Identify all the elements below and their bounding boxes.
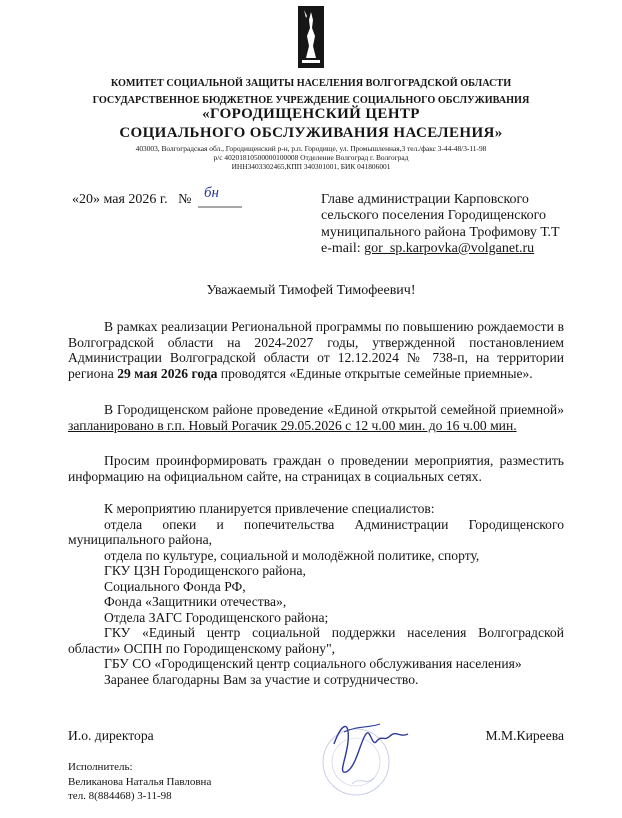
paragraph-program	[68, 319, 564, 381]
specialist-item: ГКУ ЦЗН Городищенского района,	[104, 563, 306, 578]
bank-details: р/с 40201810500000100008 Отделение Волгоград г. Волгоград	[213, 153, 409, 162]
recipient-line3: муниципального района Трофимову Т.Т	[321, 224, 560, 240]
specialists-section	[68, 501, 564, 687]
recipient-email-line	[321, 241, 560, 257]
letter-date: «20» мая 2026 г.	[72, 192, 168, 207]
specialists-intro: К мероприятию планируется привлечение специалистов:	[104, 501, 435, 516]
specialist-item: Фонда «Защитники отечества»,	[104, 594, 287, 609]
recipient-line2: сельского поселения Городищенского	[321, 208, 546, 224]
number-underline	[198, 205, 242, 209]
handwritten-signature	[316, 712, 426, 798]
specialist-item: Социального Фонда РФ,	[104, 578, 246, 594]
letter-number-handwritten: бн	[204, 185, 219, 201]
tax-ids: ИНН3403302465,КПП 340301001, БИК 041806001	[231, 162, 391, 171]
recipient-email-link[interactable]: gor_sp.karpovka@volganet.ru	[364, 240, 535, 256]
recipient-block	[321, 192, 560, 257]
institution-address: 403003, Волгоградская обл., Городищенский р-н, р.п. Городище, ул. Промышленная,3 тел./факс 3-44-48/3-11-98	[135, 144, 487, 153]
paragraph-request-text: Просим проинформировать граждан о проведении мероприятия, разместить информацию на официальном сайте, на страницах в социальных сетях.	[68, 453, 564, 484]
specialist-item: ГКУ «Единый центр социальной поддержки населения Волгоградской области» ОСПН по Городищенскому району",	[68, 625, 564, 656]
p2-text-a: В Городищенском районе проведение «Единой открытой семейной приемной»	[104, 402, 564, 417]
p1-text-b: проводятся «Единые открытые семейные приемные».	[217, 365, 533, 381]
p1-text-a: В рамках реализации Региональной программы по повышению рождаемости в Волгоградской области на 2024-2027 годы, утвержденной постановлением Администрации Волгоградской области от 12.12.2024 № 738-п, на территории региона	[68, 319, 564, 381]
institution-name-line1: «ГОРОДИЩЕНСКИЙ ЦЕНТР	[202, 106, 420, 122]
paragraph-local-event-text	[68, 402, 564, 433]
event-schedule-underlined: запланировано в г.п. Новый Рогачик 29.05.2026 с 12 ч.00 мин. до 16 ч.00 мин.	[68, 417, 517, 433]
institution-name-line2: СОЦИАЛЬНОГО ОБСЛУЖИВАНИЯ НАСЕЛЕНИЯ»	[119, 125, 503, 141]
specialist-item: ГБУ СО «Городищенский центр социального обслуживания населения»	[104, 656, 522, 671]
recipient-line1: Главе администрации Карповского	[321, 192, 529, 207]
signer-position: И.о. директора	[68, 728, 154, 743]
letter-number-label: №	[178, 192, 192, 207]
executor-phone: тел. 8(884468) 3-11-98	[68, 790, 172, 802]
specialist-item: Отдела ЗАГС Городищенского района;	[104, 609, 329, 625]
salutation: Уважаемый Тимофей Тимофеевич!	[206, 283, 416, 298]
letter-date-number	[72, 192, 191, 208]
executor-block	[68, 760, 211, 804]
committee-name: КОМИТЕТ СОЦИАЛЬНОЙ ЗАЩИТЫ НАСЕЛЕНИЯ ВОЛГОГРАДСКОЙ ОБЛАСТИ	[110, 78, 512, 89]
email-label: e-mail:	[321, 240, 361, 256]
specialist-item: отдела по культуре, социальной и молодёжной политике, спорту,	[104, 547, 480, 563]
paragraph-request	[68, 453, 564, 484]
event-date-bold: 29 мая 2026 года	[117, 365, 218, 381]
paragraph-program-text	[68, 319, 564, 381]
executor-name: Великанова Наталья Павловна	[68, 775, 212, 788]
thanks-line: Заранее благодарны Вам за участие и сотрудничество.	[104, 671, 419, 687]
institution-type: ГОСУДАРСТВЕННОЕ БЮДЖЕТНОЕ УЧРЕЖДЕНИЕ СОЦИАЛЬНОГО ОБСЛУЖИВАНИЯ	[92, 95, 530, 106]
signer-name: М.М.Киреева	[485, 728, 564, 743]
paragraph-local-event	[68, 402, 564, 433]
executor-label: Исполнитель:	[68, 761, 133, 773]
specialist-item: отдела опеки и попечительства Администрации Городищенского муниципального района,	[68, 516, 564, 547]
coat-of-arms-icon	[298, 6, 324, 68]
